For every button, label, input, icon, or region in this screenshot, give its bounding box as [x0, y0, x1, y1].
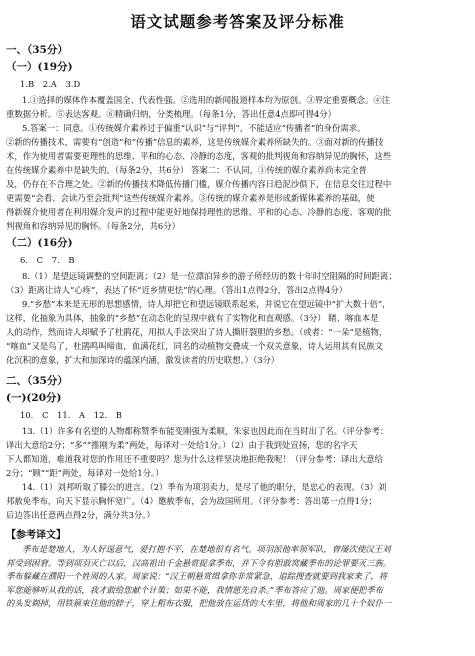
section2-heading: 二、（35分）: [6, 375, 68, 387]
q5-line: 得新媒介使用者在利用媒介发声的过程中能更好地保持理性的思维、平和的心态、冷静的态度、客观的批: [6, 207, 392, 217]
q13-line: 2分；“顾”“距”两处，每译对一处给1分。）: [6, 468, 164, 478]
q8-line: （3）距离让诗人“心疼”，表达了怀“近乡情更怯”的心理。（答出1点得2分，答出2点得4分）: [6, 285, 348, 295]
q9-line: 这样，化抽象为具体，抽象的“乡愁”在动态化的呈现中就有了实物化和直观感。（3分） 睹、喀血本是: [6, 313, 379, 323]
q14-line: 后边答出任意两点得2分，满分共3分。）: [6, 510, 155, 520]
reference-translation-line: 邦受到困窘。等到项羽灭亡以后，汉高祖出千金悬赏捉拿季布，并下令有胆敢窝藏季布的论罪要灭三族。: [6, 557, 392, 568]
reference-translation-line: 季布是楚地人，为人好逞意气，爱打抱不平，在楚地很有名气。项羽派他率领军队，曾屡次使汉王刘: [22, 544, 391, 554]
q13-line: 译出大意给2分；“多”“推刚为柔”两处，每译对一处给1分。）（2）由于我到处宣扬，您的名字天: [6, 440, 358, 450]
q14-line: 邦赦免季布，向天下显示胸怀宽广。（4）邀赦季布，会为敌国所用。（评分参考：答出第一点得1分；: [6, 496, 377, 506]
q4-line: 重数据分析。⑤表达客观。⑥精确归纳，分类梳理。（每条1分，答出任意4点即可得4分）: [6, 109, 337, 119]
q5-line: 在传统媒介素养中是缺失的。（每条2分，共6分） 答案二：不认同，①传统的媒介素养尚未完全普: [6, 165, 367, 175]
q5-line: 更需要“会看、会读乃至会批判”这些传统媒介素养。③传统的媒介素养是形成新媒体素养的基础，使: [6, 193, 375, 203]
section2-part1-heading: (一)(20分): [6, 392, 62, 404]
answers-q10-12: 10. C 11. A 12. B: [20, 410, 122, 420]
page-title: 语文试题参考答案及评分标准: [130, 12, 345, 31]
q4-line: 1.①选择的媒体作本覆盖国全、代表性强。②选用的新闻报道样本均为原创。③界定重要概念。④注: [22, 95, 391, 105]
reference-translation-line: 季布躲藏在濮阳一个姓周的人家。周家说：“汉王朝悬赏缉拿你非常紧急，追踪搜查就要到我家来了，将: [6, 571, 388, 581]
q13-line: 13.（1）许多有名望的人物都称赞季布能变刚强为柔顺，朱家也因此而在当时出了名。（评分参考：: [22, 426, 389, 436]
answers-q1-3: 1.B 2.A 3.D: [20, 79, 81, 89]
section1-part2-heading: （二）(16分): [6, 237, 73, 249]
reference-translation-line: 的头发剃掉，用铁箍束住他的脖子，穿上粗布衣服，把他放在运货的大车里，将他和周家的几十个奴仆一: [6, 598, 392, 608]
q9-line: 化沉积的意象，扩大和加深诗的蕴深内涵，激发读者的历史联想。）（3分）: [6, 355, 280, 365]
answers-q6-7: 6. C 7. B: [20, 255, 75, 265]
q9-line: 人的动作，然而诗人却赋予了杜鹃花，用拟人手法突出了诗人撕肝裂胆的乡愁。（或者：“一朵”是植物，: [6, 327, 388, 337]
section1-heading: 一、（35分）: [6, 44, 68, 56]
q9-line: “喀血”又是鸟了，杜鹃鸣叫啼血，血满花红，同名的动植物交叠成一个双关意象，诗人运用其有民族文: [6, 341, 384, 351]
q14-line: 14.（1）刘邦听取了滕公的进言。（2）季布为项羽卖力，是尽了他的职分，是忠心的表现。（3）刘: [22, 482, 387, 492]
q5-line: ②新的传播技术，需要有“创造”和“传播”信息的素养，这是传统媒介素养所缺失的。③面对新的传播技: [6, 137, 384, 147]
q8-line: 8.（1）是望远镜调整的空间距离；（2）是一位漂泊异乡的游子所经历的数十年时空阻隔的时间距离；: [22, 271, 397, 281]
q5-line: 术，作为使用者需要更理性的思维、平和的心态、冷静的态度，客观的批判视角和容纳异见的胸怀，这些: [6, 151, 392, 161]
q5-line: 及，仍存在不合理之处。②新的传播技术降低传播门槛，媒介传播内容日趋泥沙俱下，在信息交往过程中: [6, 179, 392, 189]
q5-line: 5.答案一：同意。①传统媒介素养过于偏重“认识”与“评判”，不能适应“传播者”的身份需求。: [22, 123, 366, 133]
q9-line: 9.“乡愁”本来是无形的思想感情，诗人却把它和望远镜联系起来，并说它在望远镜中“扩大数十倍”，: [22, 299, 391, 309]
q5-line: 判视角和容纳异见的胸怀。（每条2分，共6分）: [6, 221, 180, 231]
q13-line: 下人都知道，难道我对您的作用还不重要吗？您为什么这样坚决地拒绝我呢！（评分参考：译出大意给: [6, 454, 383, 464]
reference-translation-heading: 【参考译文】: [6, 530, 66, 541]
reference-translation-line: 军您能够听从我的话，我才敢给您献个计策；如果不能，我情愿先自杀。”季布答应了他。周家便把季布: [6, 584, 383, 595]
section1-part1-heading: （一）(19分): [6, 61, 73, 73]
